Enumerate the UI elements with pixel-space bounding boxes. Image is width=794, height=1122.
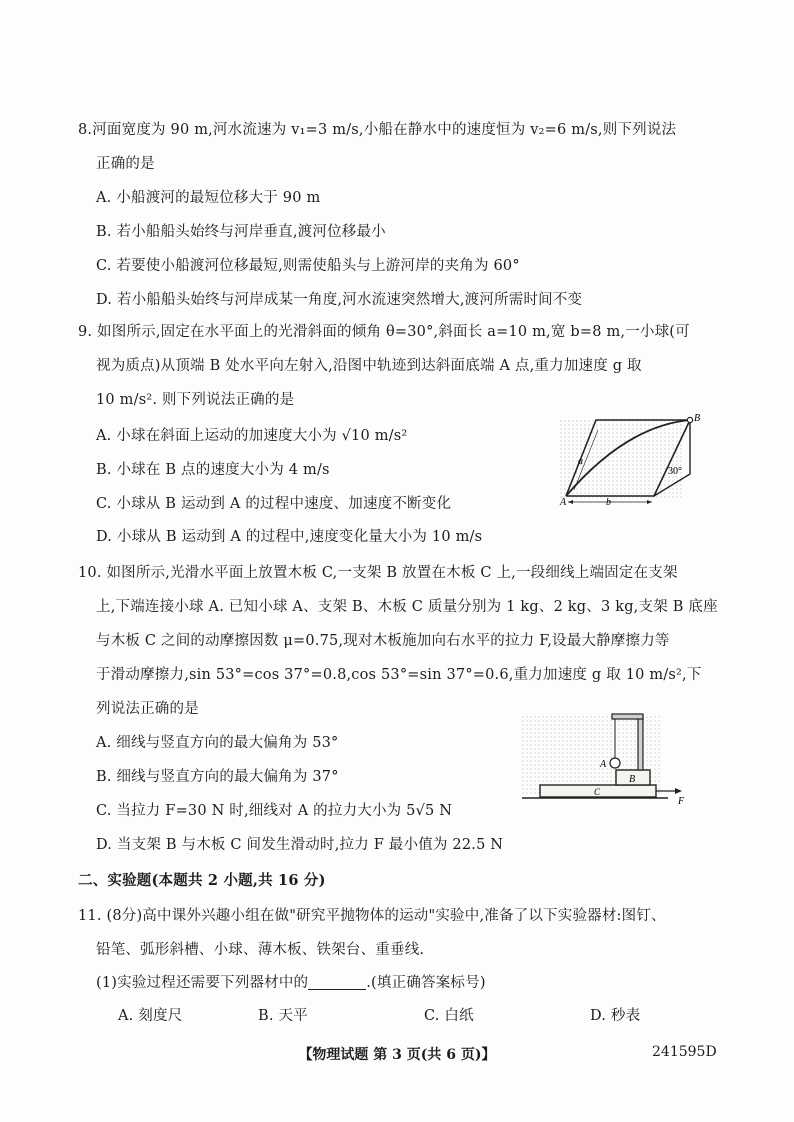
- q9-fig-label-angle: 30°: [668, 466, 682, 477]
- answer-blank[interactable]: [308, 975, 366, 990]
- q10-board-figure: [518, 712, 690, 806]
- q10-fig-label-board: C: [594, 787, 601, 797]
- q11-option-b: B. 天平: [258, 1008, 308, 1024]
- q10-option-a: A. 细线与竖直方向的最大偏角为 53°: [96, 735, 339, 751]
- q8-stem-line-2: 正确的是: [96, 156, 155, 172]
- q9-option-d: D. 小球从 B 运动到 A 的过程中,速度变化量大小为 10 m/s: [96, 529, 483, 545]
- q9-stem-line-2: 视为质点)从顶端 B 处水平向左射入,沿图中轨迹到达斜面底端 A 点,重力加速度 g 取: [96, 358, 642, 374]
- q8-option-a: A. 小船渡河的最短位移大于 90 m: [96, 190, 321, 206]
- q11-sub1-after: .(填正确答案标号): [366, 975, 486, 991]
- q9-fig-label-a-point: A: [560, 497, 567, 508]
- q9-option-a: A. 小球在斜面上运动的加速度大小为 √10 m/s²: [96, 428, 408, 444]
- page-footer-code: 241595D: [652, 1044, 717, 1060]
- q8-stem-line-1: 8.河面宽度为 90 m,河水流速为 v₁=3 m/s,小船在静水中的速度恒为 v₂=6 m/s,则下列说法: [78, 122, 677, 138]
- q9-option-b: B. 小球在 B 点的速度大小为 4 m/s: [96, 462, 330, 478]
- q9-fig-label-side-a: a: [578, 456, 583, 467]
- q10-fig-label-ball: A: [600, 759, 607, 770]
- q11-subquestion-1: [96, 971, 486, 992]
- q11-option-c: C. 白纸: [424, 1008, 474, 1024]
- q10-stem-line-2: 上,下端连接小球 A. 已知小球 A、支架 B、木板 C 质量分别为 1 kg、2 kg、3 kg,支架 B 底座: [96, 599, 718, 615]
- q10-option-c: C. 当拉力 F=30 N 时,细线对 A 的拉力大小为 5√5 N: [96, 803, 453, 819]
- q10-stem-line-3: 与木板 C 之间的动摩擦因数 μ=0.75,现对木板施加向右水平的拉力 F,设最大静摩擦力等: [96, 633, 670, 649]
- q10-option-b: B. 细线与竖直方向的最大偏角为 37°: [96, 769, 339, 785]
- q9-stem-line-3: 10 m/s². 则下列说法正确的是: [96, 392, 295, 408]
- q8-option-c: C. 若要使小船渡河位移最短,则需使船头与上游河岸的夹角为 60°: [96, 258, 520, 274]
- q10-fig-label-frame: B: [629, 774, 636, 785]
- q11-sub1-before: (1)实验过程还需要下列器材中的: [96, 975, 309, 991]
- section2-title: 二、实验题(本题共 2 小题,共 16 分): [78, 872, 326, 889]
- q11-stem-line-2: 铅笔、弧形斜槽、小球、薄木板、铁架台、重垂线.: [96, 942, 425, 958]
- q9-fig-label-b-point: B: [694, 413, 701, 424]
- q10-option-d: D. 当支架 B 与木板 C 间发生滑动时,拉力 F 最小值为 22.5 N: [96, 837, 504, 853]
- q10-stem-line-1: 10. 如图所示,光滑水平面上放置木板 C,一支架 B 放置在木板 C 上,一段细线上端固定在支架: [78, 565, 678, 581]
- q8-option-d: D. 若小船船头始终与河岸成某一角度,河水流速突然增大,渡河所需时间不变: [96, 292, 583, 308]
- q9-incline-figure: [556, 412, 706, 508]
- q10-stem-line-4: 于滑动摩擦力,sin 53°=cos 37°=0.8,cos 53°=sin 37°=0.6,重力加速度 g 取 10 m/s²,下: [96, 667, 702, 683]
- q11-option-a: A. 刻度尺: [118, 1008, 183, 1024]
- q10-fig-label-force: F: [678, 796, 685, 806]
- q9-option-c: C. 小球从 B 运动到 A 的过程中速度、加速度不断变化: [96, 496, 452, 512]
- q9-stem-line-1: 9. 如图所示,固定在水平面上的光滑斜面的倾角 θ=30°,斜面长 a=10 m,宽 b=8 m,一小球(可: [78, 324, 690, 340]
- q9-fig-label-side-b: b: [606, 497, 611, 508]
- q11-stem-line-1: 11. (8分)高中课外兴趣小组在做"研究平抛物体的运动"实验中,准备了以下实验器材:图钉、: [78, 908, 666, 924]
- q8-option-b: B. 若小船船头始终与河岸垂直,渡河位移最小: [96, 224, 386, 240]
- q11-option-d: D. 秒表: [590, 1008, 641, 1024]
- q10-stem-line-5: 列说法正确的是: [96, 701, 199, 717]
- page-footer-title: 【物理试题 第 3 页(共 6 页)】: [298, 1047, 496, 1063]
